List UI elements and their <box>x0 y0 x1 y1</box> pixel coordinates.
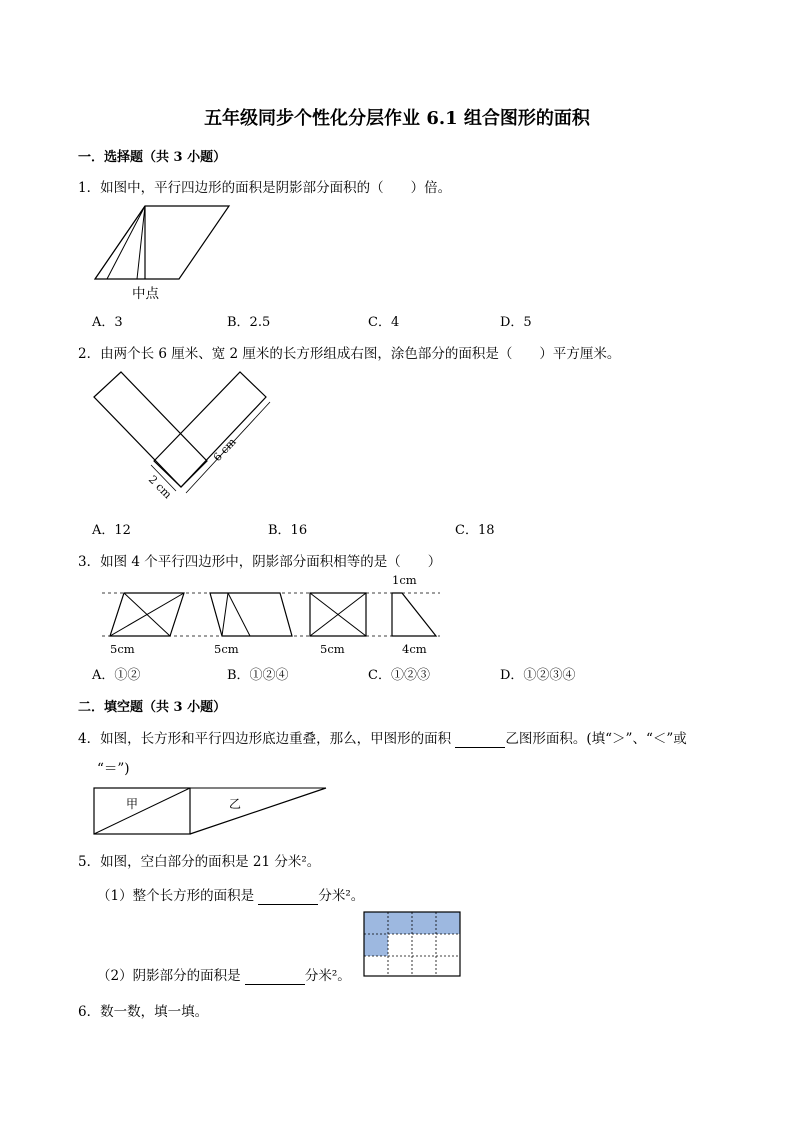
question-1-figure <box>90 200 240 300</box>
question-5-sub1 <box>97 884 364 905</box>
base-label-4: 4cm <box>402 642 427 656</box>
shaded-row <box>364 912 460 934</box>
q5-sub2-label: （2）阴影部分的面积是 <box>97 968 245 984</box>
base-label-2: 5cm <box>214 642 239 656</box>
question-4-text-line2: “＝”) <box>97 761 130 777</box>
question-3-figure <box>90 588 450 644</box>
answer-blank-q4[interactable] <box>455 731 505 748</box>
answer-blank-q5-2[interactable] <box>245 968 305 985</box>
section-heading-fill: 二．填空题（共 3 小题） <box>78 700 227 715</box>
base-label-1: 5cm <box>110 642 135 656</box>
q2-option-c: C．18 <box>455 523 495 538</box>
length-label: 6 cm <box>210 435 239 465</box>
question-4-figure <box>90 784 340 840</box>
base-label-3: 5cm <box>320 642 345 656</box>
question-3-text: 3．如图 4 个平行四边形中，阴影部分面积相等的是（ ） <box>78 554 442 570</box>
q2-option-a: A．12 <box>92 523 131 538</box>
question-4-text <box>78 727 687 748</box>
top-length-label: 1cm <box>392 573 417 587</box>
q5-sub1-label: （1）整个长方形的面积是 <box>97 888 259 904</box>
question-5-grid-figure <box>362 910 464 980</box>
q5-sub1-unit: 分米²。 <box>318 888 365 904</box>
parallelogram-4 <box>392 593 436 636</box>
q5-sub2-unit: 分米²。 <box>304 968 351 984</box>
answer-blank-q5-1[interactable] <box>258 888 318 905</box>
q1-option-c: C．4 <box>368 315 400 330</box>
diagonal-line <box>95 206 145 279</box>
label-yi: 乙 <box>229 797 242 811</box>
page-title: 五年级同步个性化分层作业 6.1 组合图形的面积 <box>204 108 590 129</box>
parallelogram-yi-edge <box>190 788 326 834</box>
shaded-cell <box>364 934 388 956</box>
q4-text-before: 4．如图，长方形和平行四边形底边重叠，那么，甲图形的面积 <box>78 731 456 747</box>
width-label: 2 cm <box>145 472 175 502</box>
parallelogram-shape <box>95 206 229 279</box>
q3-option-b: B．①②④ <box>227 668 289 683</box>
question-2-figure <box>90 366 290 508</box>
q1-option-b: B．2.5 <box>227 315 271 330</box>
midpoint-label: 中点 <box>132 286 159 302</box>
q3-option-d: D．①②③④ <box>500 668 576 683</box>
q2-option-b: B．16 <box>268 523 308 538</box>
q3-option-a: A．①② <box>92 668 141 683</box>
left-rectangle <box>94 372 207 487</box>
question-5-sub2 <box>97 964 351 985</box>
q4-text-after: 乙图形面积。(填“＞”、“＜”或 <box>505 731 687 747</box>
label-jia: 甲 <box>126 797 139 811</box>
question-2-text: 2．由两个长 6 厘米、宽 2 厘米的长方形组成右图，涂色部分的面积是（ ）平方厘米。 <box>78 346 621 362</box>
question-6-text: 6．数一数，填一填。 <box>78 1004 209 1020</box>
section-heading-choice: 一．选择题（共 3 小题） <box>78 150 227 165</box>
q3-option-c: C．①②③ <box>368 668 430 683</box>
midpoint-line <box>107 206 145 279</box>
q1-option-d: D．5 <box>500 315 532 330</box>
question-1-text: 1．如图中，平行四边形的面积是阴影部分面积的（ ）倍。 <box>78 180 452 196</box>
right-rectangle <box>154 372 266 487</box>
question-5-text: 5．如图，空白部分的面积是 21 分米²。 <box>78 854 321 870</box>
q1-option-a: A．3 <box>92 315 123 330</box>
parallelogram-2 <box>210 593 292 636</box>
